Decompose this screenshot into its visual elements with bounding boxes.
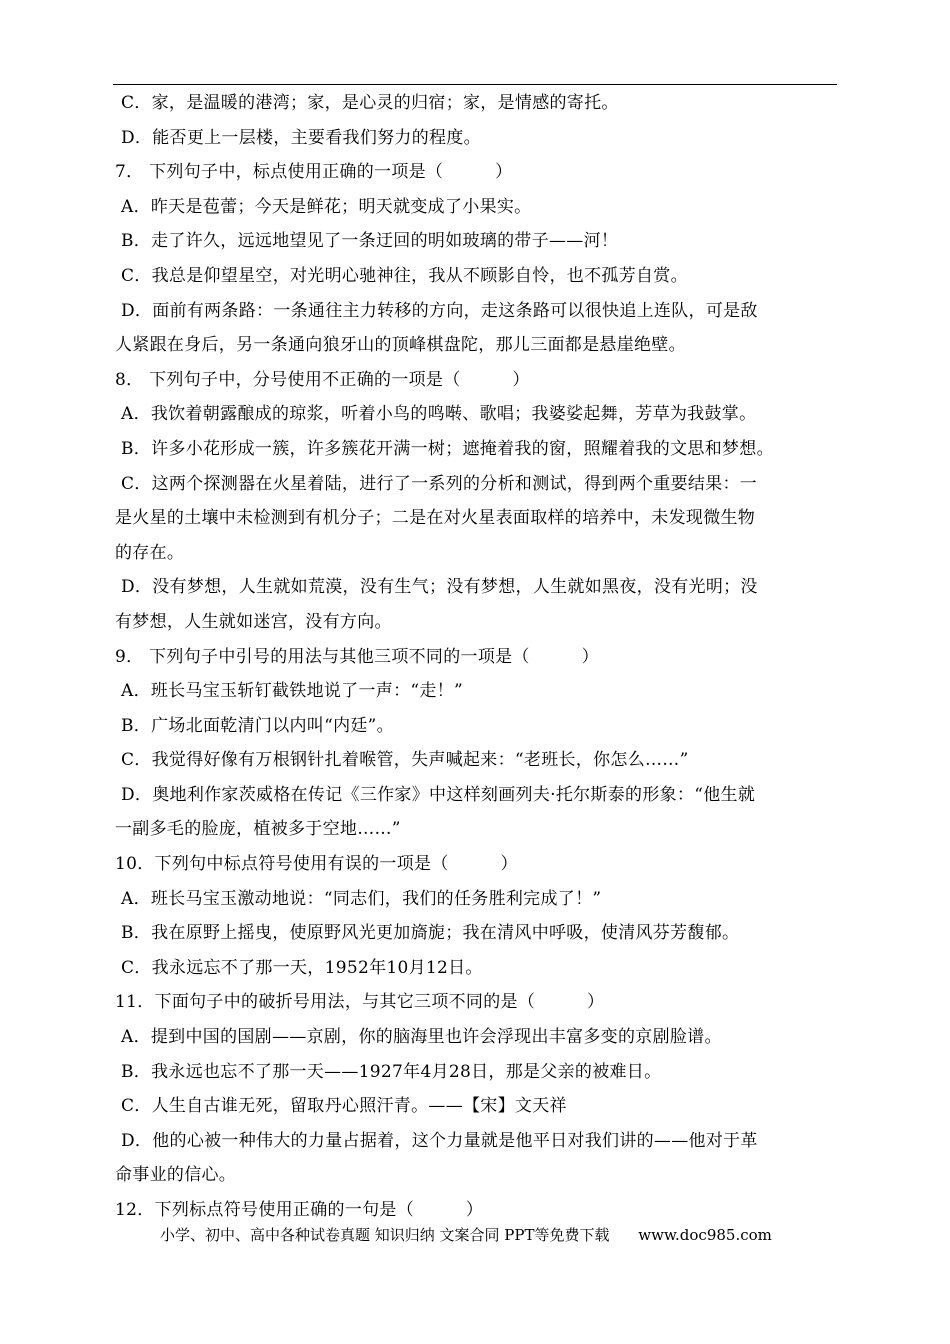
text-line: C．我总是仰望星空，对光明心驰神往，我从不顾影自怜，也不孤芳自赏。 xyxy=(121,265,688,286)
text-line: 是火星的土壤中未检测到有机分子；二是在对火星表面取样的培养中，未发现微生物 xyxy=(115,508,756,529)
text-line: 的存在。 xyxy=(115,542,185,563)
page-footer xyxy=(160,1224,772,1245)
question-content xyxy=(115,86,840,1228)
question-9: 9． 下列句子中引号的用法与其他三项不同的一项是（ ） xyxy=(115,646,599,667)
text-line: C．人生自古谁无死，留取丹心照汗青。——【宋】文天祥 xyxy=(121,1096,567,1117)
question-12: 12．下列标点符号使用正确的一句是（ ） xyxy=(115,1200,484,1220)
text-line: D．面前有两条路：一条通往主力转移的方向，走这条路可以很快追上连队，可是敌 xyxy=(121,300,758,321)
text-line: C．家，是温暖的港湾；家，是心灵的归宿；家，是情感的寄托。 xyxy=(121,93,619,113)
text-line: A．班长马宝玉斩钉截铁地说了一声：“走！” xyxy=(121,681,463,702)
question-10: 10．下列句中标点符号使用有误的一项是（ ） xyxy=(115,854,518,875)
text-line: B．我永远也忘不了那一天——1927年4月28日，那是父亲的被难日。 xyxy=(121,1061,662,1082)
text-line: B．走了许久，远远地望见了一条迂回的明如玻璃的带子——河！ xyxy=(121,231,619,252)
question-8: 8． 下列句子中，分号使用不正确的一项是（ ） xyxy=(115,369,530,390)
footer-text: 小学、初中、高中各种试卷真题 知识归纳 文案合同 PPT等免费下载 xyxy=(160,1226,610,1244)
text-line: 一副多毛的脸庞，植被多于空地……” xyxy=(115,819,401,840)
text-line: A．我饮着朝露酿成的琼浆，听着小鸟的鸣啭、歌唱；我婆娑起舞，芳草为我鼓掌。 xyxy=(121,404,757,425)
text-line: C．这两个探测器在火星着陆，进行了一系列的分析和测试，得到两个重要结果：一 xyxy=(121,473,758,494)
question-7: 7． 下列句子中，标点使用正确的一项是（ ） xyxy=(115,162,513,183)
text-line: C．我永远忘不了那一天，1952年10月12日。 xyxy=(121,957,483,978)
text-line: D．他的心被一种伟大的力量占据着，这个力量就是他平日对我们讲的——他对于革 xyxy=(121,1130,758,1151)
text-line: D．没有梦想，人生就如荒漠，没有生气；没有梦想，人生就如黑夜，没有光明；没 xyxy=(121,577,758,598)
text-line: C．我觉得好像有万根钢针扎着喉管，失声喊起来：“老班长，你怎么……” xyxy=(121,750,689,771)
question-11: 11．下面句子中的破折号用法，与其它三项不同的是（ ） xyxy=(115,992,605,1013)
text-line: B．我在原野上摇曳，使原野风光更加旖旎；我在清风中呼吸，使清风芬芳馥郁。 xyxy=(121,923,740,944)
text-line: D．能否更上一层楼，主要看我们努力的程度。 xyxy=(121,127,481,148)
text-line: B．广场北面乾清门以内叫“内廷”。 xyxy=(121,715,394,736)
text-line: A．班长马宝玉激动地说：“同志们，我们的任务胜利完成了！” xyxy=(121,888,602,909)
text-line: 人紧跟在身后，另一条通向狼牙山的顶峰棋盘陀，那儿三面都是悬崖绝壁。 xyxy=(115,335,686,356)
text-line: 有梦想，人生就如迷宫，没有方向。 xyxy=(115,611,392,632)
text-line: B．许多小花形成一簇，许多簇花开满一树；遮掩着我的窗，照耀着我的文思和梦想。 xyxy=(121,438,774,459)
text-line: 命事业的信心。 xyxy=(115,1165,237,1186)
text-line: A．昨天是苞蕾；今天是鲜花；明天就变成了小果实。 xyxy=(121,196,532,217)
text-line: A．提到中国的国剧——京剧，你的脑海里也许会浮现出丰富多变的京剧脸谱。 xyxy=(121,1027,722,1048)
header-rule xyxy=(113,84,837,85)
text-line: D．奥地利作家茨威格在传记《三作家》中这样刻画列夫·托尔斯泰的形象：“他生就 xyxy=(121,784,756,805)
footer-url: www.doc985.com xyxy=(638,1226,772,1244)
